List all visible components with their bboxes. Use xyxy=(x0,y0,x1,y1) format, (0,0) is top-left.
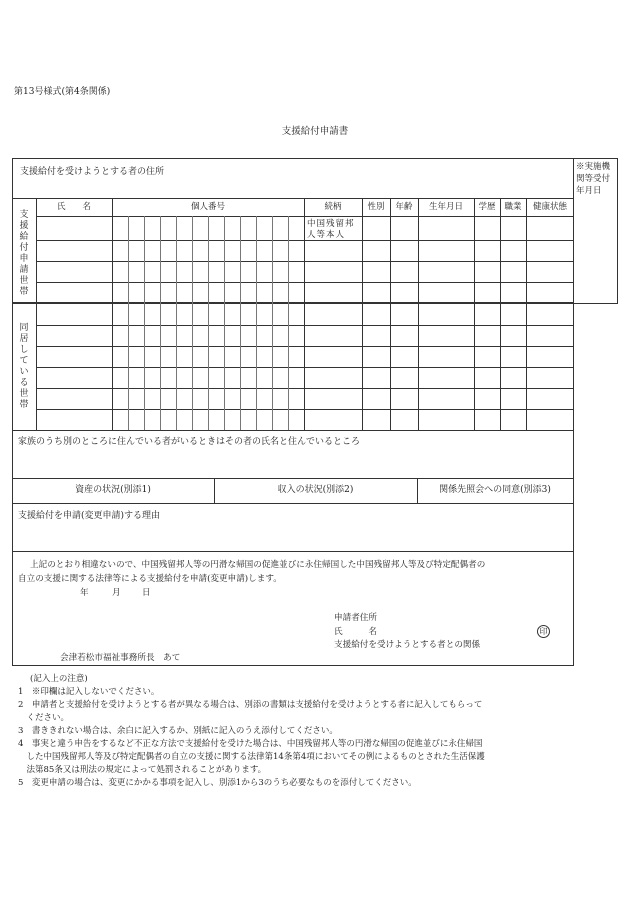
form-number: 第13号様式(第4条関係) xyxy=(14,87,111,97)
applicant-address-label: 申請者住所 xyxy=(334,613,377,623)
address-label: 支援給付を受けようとする者の住所 xyxy=(20,167,165,177)
applicant-relation-label: 支援給付を受けようとする者との関係 xyxy=(334,640,481,650)
note-item: した中国残留邦人等及び特定配偶者の自立の支援に関する法律第14条第4項においてその例によるものとされた生活保護 xyxy=(18,752,485,762)
applicant-name-label: 氏 名 xyxy=(334,627,377,637)
note-item: 2 申請者と支援給付を受けようとする者が異なる場合は、別添の書類は支援給付を受けようとする者に記入してもらって xyxy=(18,700,483,710)
income-attachment: 収入の状況(別添2) xyxy=(277,485,354,495)
col-relationship: 続柄 xyxy=(324,202,342,212)
note-item: 1 ※印欄は記入しないでください。 xyxy=(18,687,160,697)
consent-attachment: 関係先照会への同意(別添3) xyxy=(439,485,551,495)
declaration-line-1: 上記のとおり相違ないので、中国残留邦人等の円滑な帰国の促進並びに永住帰国した中国残留邦人等及び特定配偶者の xyxy=(30,560,486,570)
note-item: 5 変更申請の場合は、変更にかかる事項を記入し、別添1から3のうち必要なものを添付してください。 xyxy=(18,778,417,788)
date-year: 年 xyxy=(80,588,89,598)
form-title: 支援給付申請書 xyxy=(281,126,349,137)
col-education: 学歴 xyxy=(478,202,496,212)
note-item: 法第85条又は刑法の規定によって処罰されることがあります。 xyxy=(18,765,267,775)
assets-attachment: 資産の状況(別添1) xyxy=(75,485,151,495)
office-use-label: ※実施機関等受付年月日 xyxy=(576,162,611,196)
col-age: 年齢 xyxy=(395,202,413,212)
col-occupation: 職業 xyxy=(504,202,522,212)
cohabitant-label: 同居している世帯 xyxy=(19,323,29,410)
applicant-household-label: 支援給付申請世帯 xyxy=(19,210,29,297)
addressee: 会津若松市福祉事務所長 あて xyxy=(60,653,181,663)
col-personal-number: 個人番号 xyxy=(190,202,225,212)
note-item: ください。 xyxy=(18,713,70,723)
reason-label: 支援給付を申請(変更申請)する理由 xyxy=(18,511,161,521)
date-day: 日 xyxy=(142,588,151,598)
note-item: 3 書ききれない場合は、余白に記入するか、別紙に記入のうえ添付してください。 xyxy=(18,726,338,736)
family-elsewhere-label: 家族のうち別のところに住んでいる者がいるときはその者の氏名と住んでいるところ xyxy=(18,437,361,447)
notes-heading: (記入上の注意) xyxy=(30,674,88,684)
note-item: 4 事実と違う申告をするなど不正な方法で支援給付を受けた場合は、中国残留邦人等の円滑な帰国の促進並びに永住帰国 xyxy=(18,739,483,749)
relationship-default: 中国残留邦人等本人 xyxy=(307,219,355,240)
col-sex: 性別 xyxy=(367,202,385,212)
col-birthdate: 生年月日 xyxy=(428,202,463,212)
col-name: 氏 名 xyxy=(56,202,91,212)
date-month: 月 xyxy=(112,588,121,598)
col-health: 健康状態 xyxy=(532,202,567,212)
seal-mark: 印 xyxy=(537,625,550,638)
declaration-line-2: 自立の支援に関する法律等による支援給付を申請(変更申請)します。 xyxy=(18,574,282,584)
